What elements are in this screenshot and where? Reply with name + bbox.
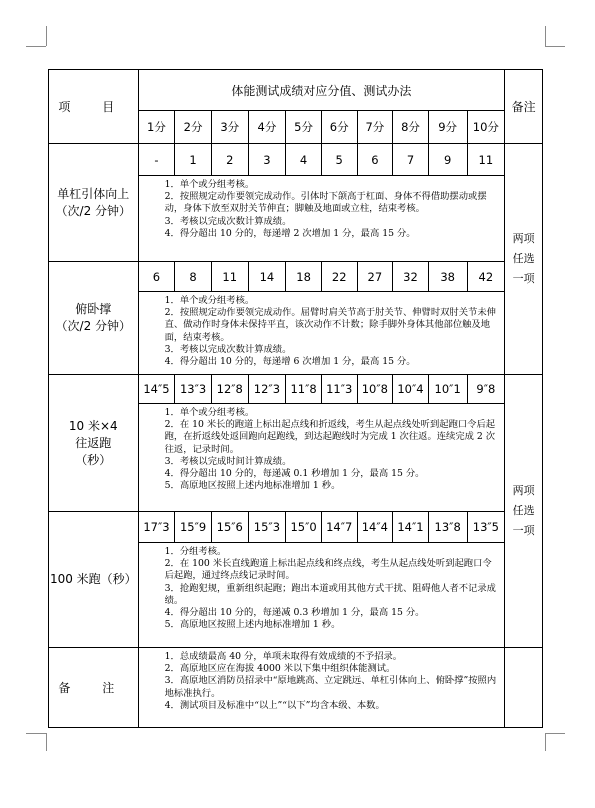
shuttle-value: 14″5 [138, 375, 175, 404]
pullup-value: 1 [175, 144, 212, 176]
header-title: 体能测试成绩对应分值、测试办法 [138, 70, 505, 111]
run100-value: 15″3 [248, 512, 286, 543]
score-header-cell: 5分 [286, 111, 322, 144]
desc-line: 2．在 10 米长的跑道上标出起点线和折返线，考生从起点线处听到起跑口令后起跑，在折返线处返回跑向起跑线，到达起跑线时为完成 1 次往返。连续完成 2 次往返，记录时间。 [164, 419, 496, 455]
run100-name: 100 米跑（秒） [49, 572, 137, 586]
crop-mark-top-right-h [545, 46, 565, 47]
run100-value: 15″6 [211, 512, 248, 543]
score-header-cell: 9分 [428, 111, 467, 144]
pushup-value: 38 [428, 262, 467, 292]
run100-value: 13″8 [428, 512, 467, 543]
pullup-value: 7 [393, 144, 429, 176]
shuttle-value: 11″3 [321, 375, 357, 404]
score-header-cell: 6分 [321, 111, 357, 144]
desc-line: 1．单个或分组考核。 [164, 179, 255, 190]
crop-mark-top-left-h [26, 46, 46, 47]
pushup-value: 8 [175, 262, 212, 292]
shuttle-value: 10″1 [428, 375, 467, 404]
pushup-name: 俯卧撑 [75, 302, 112, 316]
run100-value: 15″9 [175, 512, 212, 543]
group1-note-text: 两项任选一项 [512, 232, 535, 285]
score-header-cell: 10分 [467, 111, 505, 144]
desc-line: 1．分组考核。 [164, 546, 227, 557]
footer-empty-cell [505, 648, 543, 728]
shuttle-value: 9″8 [467, 375, 505, 404]
shuttle-value: 12″3 [248, 375, 286, 404]
crop-mark-bottom-right-v [545, 733, 546, 751]
desc-line: 4．得分超出 10 分的，每递减 0.1 秒增加 1 分，最高 15 分。 [164, 468, 425, 480]
pushup-value: 14 [248, 262, 286, 292]
pullup-value: 6 [357, 144, 393, 176]
score-header-cell: 1分 [138, 111, 175, 144]
score-header-cell: 2分 [175, 111, 212, 144]
desc-line: 1．单个或分组考核。 [164, 407, 255, 418]
run100-label-cell [49, 512, 139, 648]
desc-line: 5．高原地区按照上述内地标准增加 1 秒。 [164, 619, 341, 631]
run100-value: 14″4 [357, 512, 393, 543]
shuttle-value: 12″8 [211, 375, 248, 404]
crop-mark-bottom-left-v [46, 733, 47, 751]
pullup-label-cell [49, 144, 139, 262]
pushup-value: 18 [286, 262, 322, 292]
score-header-cell: 8分 [393, 111, 429, 144]
shuttle-description [138, 404, 505, 512]
desc-line: 4．得分超出 10 分的，每递减 0.3 秒增加 1 分，最高 15 分。 [164, 607, 425, 619]
score-header-cell: 3分 [211, 111, 248, 144]
footer-notes [138, 648, 505, 728]
pullup-value: 5 [321, 144, 357, 176]
footer-note-line: 2．高原地区应在海拔 4000 米以下集中组织体能测试。 [164, 663, 396, 675]
crop-mark-top-right-v [545, 26, 546, 46]
crop-mark-top-left-v [46, 26, 47, 46]
pushup-value: 22 [321, 262, 357, 292]
crop-mark-bottom-left-h [26, 733, 46, 734]
desc-line: 4．得分超出 10 分的，每递增 2 次增加 1 分，最高 15 分。 [164, 227, 416, 239]
desc-line: 5．高原地区按照上述内地标准增加 1 秒。 [164, 480, 341, 492]
pushup-unit: （次/2 分钟） [55, 319, 132, 333]
pullup-name: 单杠引体向上 [57, 186, 130, 201]
fitness-score-table [48, 69, 543, 728]
pushup-value: 27 [357, 262, 393, 292]
pullup-description [138, 176, 505, 262]
shuttle-name: 10 米×4 [68, 418, 118, 433]
pullup-value: - [138, 144, 175, 176]
footer-note-line: 3．高原地区消防员招录中“原地跳高、立定跳远、单杠引体向上、俯卧撑”按照内地标准执行。 [164, 675, 497, 699]
run100-value: 13″5 [467, 512, 505, 543]
pullup-value: 3 [248, 144, 286, 176]
footer-label: 备 注 [49, 648, 139, 728]
shuttle-unit: （秒） [75, 452, 112, 467]
run100-value: 14″1 [393, 512, 429, 543]
header-note-label: 备注 [505, 70, 543, 144]
group2-note-text: 两项任选一项 [512, 484, 535, 537]
group1-note [505, 144, 543, 375]
run100-value: 14″7 [321, 512, 357, 543]
desc-line: 4．得分超出 10 分的，每递增 6 次增加 1 分，最高 15 分。 [164, 356, 416, 368]
run100-value: 17″3 [138, 512, 175, 543]
desc-line: 2．按照规定动作要领完成动作。引体时下颌高于杠面、身体不得借助摆动或摆动，身体下放至双肘关节伸直；脚触及地面或立柱，结束考核。 [164, 191, 487, 215]
desc-line: 1．单个或分组考核。 [164, 295, 255, 306]
desc-line: 3．抢跑犯规，重新组织起跑；跑出本道或用其他方式干扰、阻碍他人者不记录成绩。 [164, 582, 496, 606]
header-item-label: 项 目 [58, 100, 129, 114]
desc-line: 2．按照规定动作要领完成动作。屈臂时肩关节高于肘关节、伸臂时双肘关节未伸直、做动作时身体未保持平直，该次动作不计数；除手脚外身体其他部位触及地面，结束考核。 [164, 307, 496, 343]
pushup-description [138, 292, 505, 375]
shuttle-value: 13″3 [175, 375, 212, 404]
pullup-value: 11 [467, 144, 505, 176]
desc-line: 2．在 100 米长直线跑道上标出起点线和终点线，考生从起点线处听到起跑口令后起跑，通过终点线记录时间。 [164, 558, 492, 582]
footer-note-line: 1．总成绩最高 40 分，单项未取得有效成绩的不予招录。 [164, 651, 403, 662]
run100-value: 15″0 [286, 512, 322, 543]
shuttle-value: 11″8 [286, 375, 322, 404]
shuttle-value: 10″4 [393, 375, 429, 404]
footer-note-line: 4．测试项目及标准中“以上”“以下”均含本级、本数。 [164, 699, 385, 711]
desc-line: 3．考核以完成次数计算成绩。 [164, 215, 292, 227]
pushup-value: 42 [467, 262, 505, 292]
shuttle-label-cell [49, 375, 139, 512]
desc-line: 3．考核以完成次数计算成绩。 [164, 343, 292, 355]
pullup-unit: （次/2 分钟） [55, 203, 132, 218]
score-header-cell: 4分 [248, 111, 286, 144]
crop-mark-bottom-right-h [545, 733, 565, 734]
pushup-value: 11 [211, 262, 248, 292]
score-header-cell: 7分 [357, 111, 393, 144]
pullup-value: 9 [428, 144, 467, 176]
shuttle-name-2: 往返跑 [75, 435, 112, 450]
pushup-value: 32 [393, 262, 429, 292]
run100-description [138, 543, 505, 648]
pushup-value: 6 [138, 262, 175, 292]
desc-line: 3．考核以完成时间计算成绩。 [164, 455, 292, 467]
header-item-cell [49, 70, 139, 144]
pullup-value: 4 [286, 144, 322, 176]
shuttle-value: 10″8 [357, 375, 393, 404]
group2-note [505, 375, 543, 648]
pushup-label-cell [49, 262, 139, 375]
pullup-value: 2 [211, 144, 248, 176]
